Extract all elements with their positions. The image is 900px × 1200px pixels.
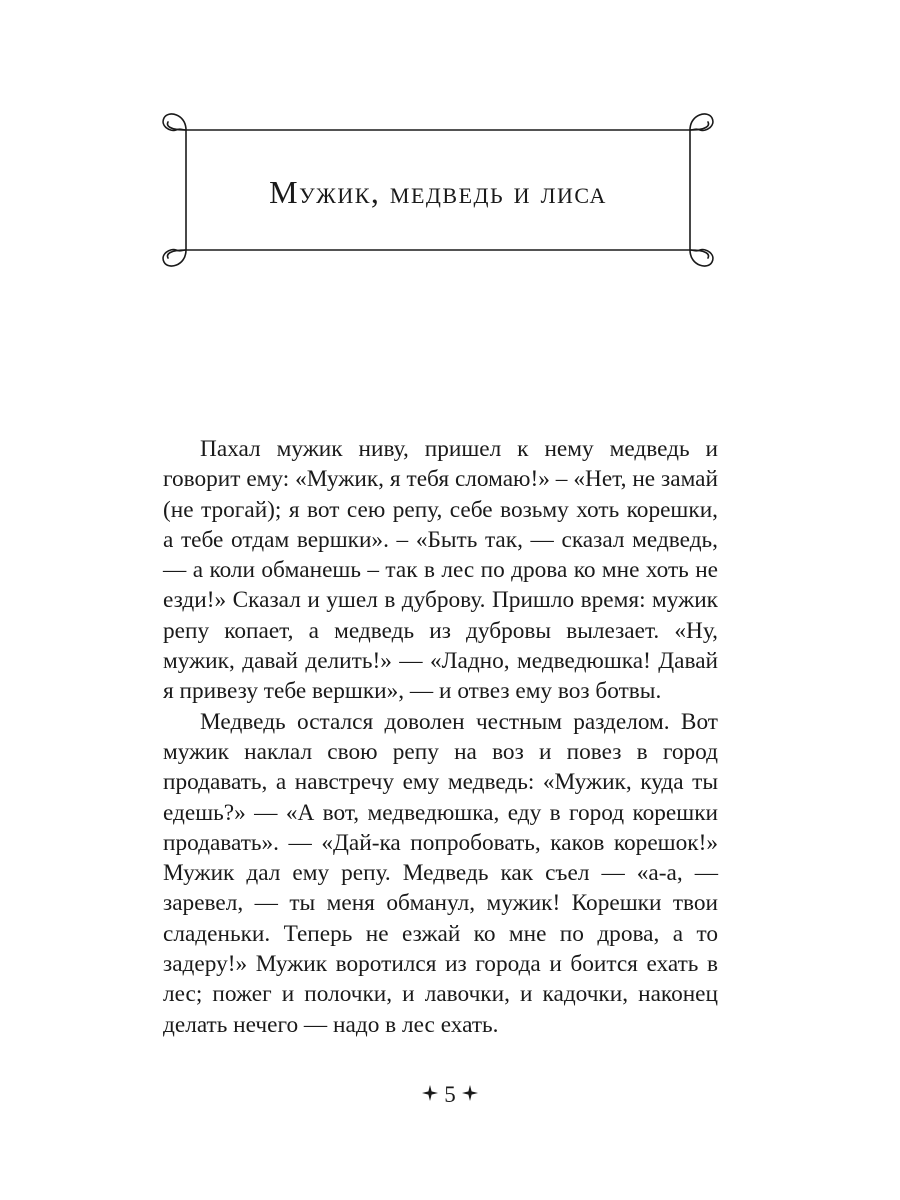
chapter-title: Мужик, медведь и лиса <box>269 173 607 210</box>
four-point-star-icon <box>422 1085 438 1105</box>
four-point-star-icon <box>462 1085 478 1105</box>
page-footer <box>0 1082 900 1108</box>
paragraph-1: Пахал мужик ниву, пришел к нему медведь и говорит ему: «Мужик, я тебя сломаю!» – «Нет, не замай (не трогай); я вот сею репу, себе возьму хоть корешки, а тебе отдам вершки». – «Быть так, — сказал медведь, — а коли обманешь – так в лес по дрова ко мне хоть не езди!» Сказал и ушел в дуброву. Пришло время: мужик репу копает, а медведь из дубровы вылезает. «Ну, мужик, давай делить!» — «Ладно, медведюшка! Давай я привезу тебе вершки», — и отвез ему воз ботвы. <box>163 436 718 705</box>
paragraph-2: Медведь остался доволен честным разделом. Вот мужик наклал свою репу на воз и повез в город продавать, а навстречу ему медведь: «Мужик, куда ты едешь?» — «А вот, медведюшка, еду в город корешки продавать». — «Дай-ка попробовать, каков корешок!» Мужик дал ему репу. Медведь как съел — «а-а, — заревел, — ты меня обманул, мужик! Корешки твои сладеньки. Теперь не езжай ко мне по дрова, а то задеру!» Мужик воротился из города и боится ехать в лес; пожег и полочки, и лавочки, и кадочки, наконец делать нечего — надо в лес ехать. <box>163 708 718 1038</box>
title-frame <box>160 104 716 276</box>
story-body <box>163 434 718 1040</box>
page-number: 5 <box>444 1082 456 1107</box>
